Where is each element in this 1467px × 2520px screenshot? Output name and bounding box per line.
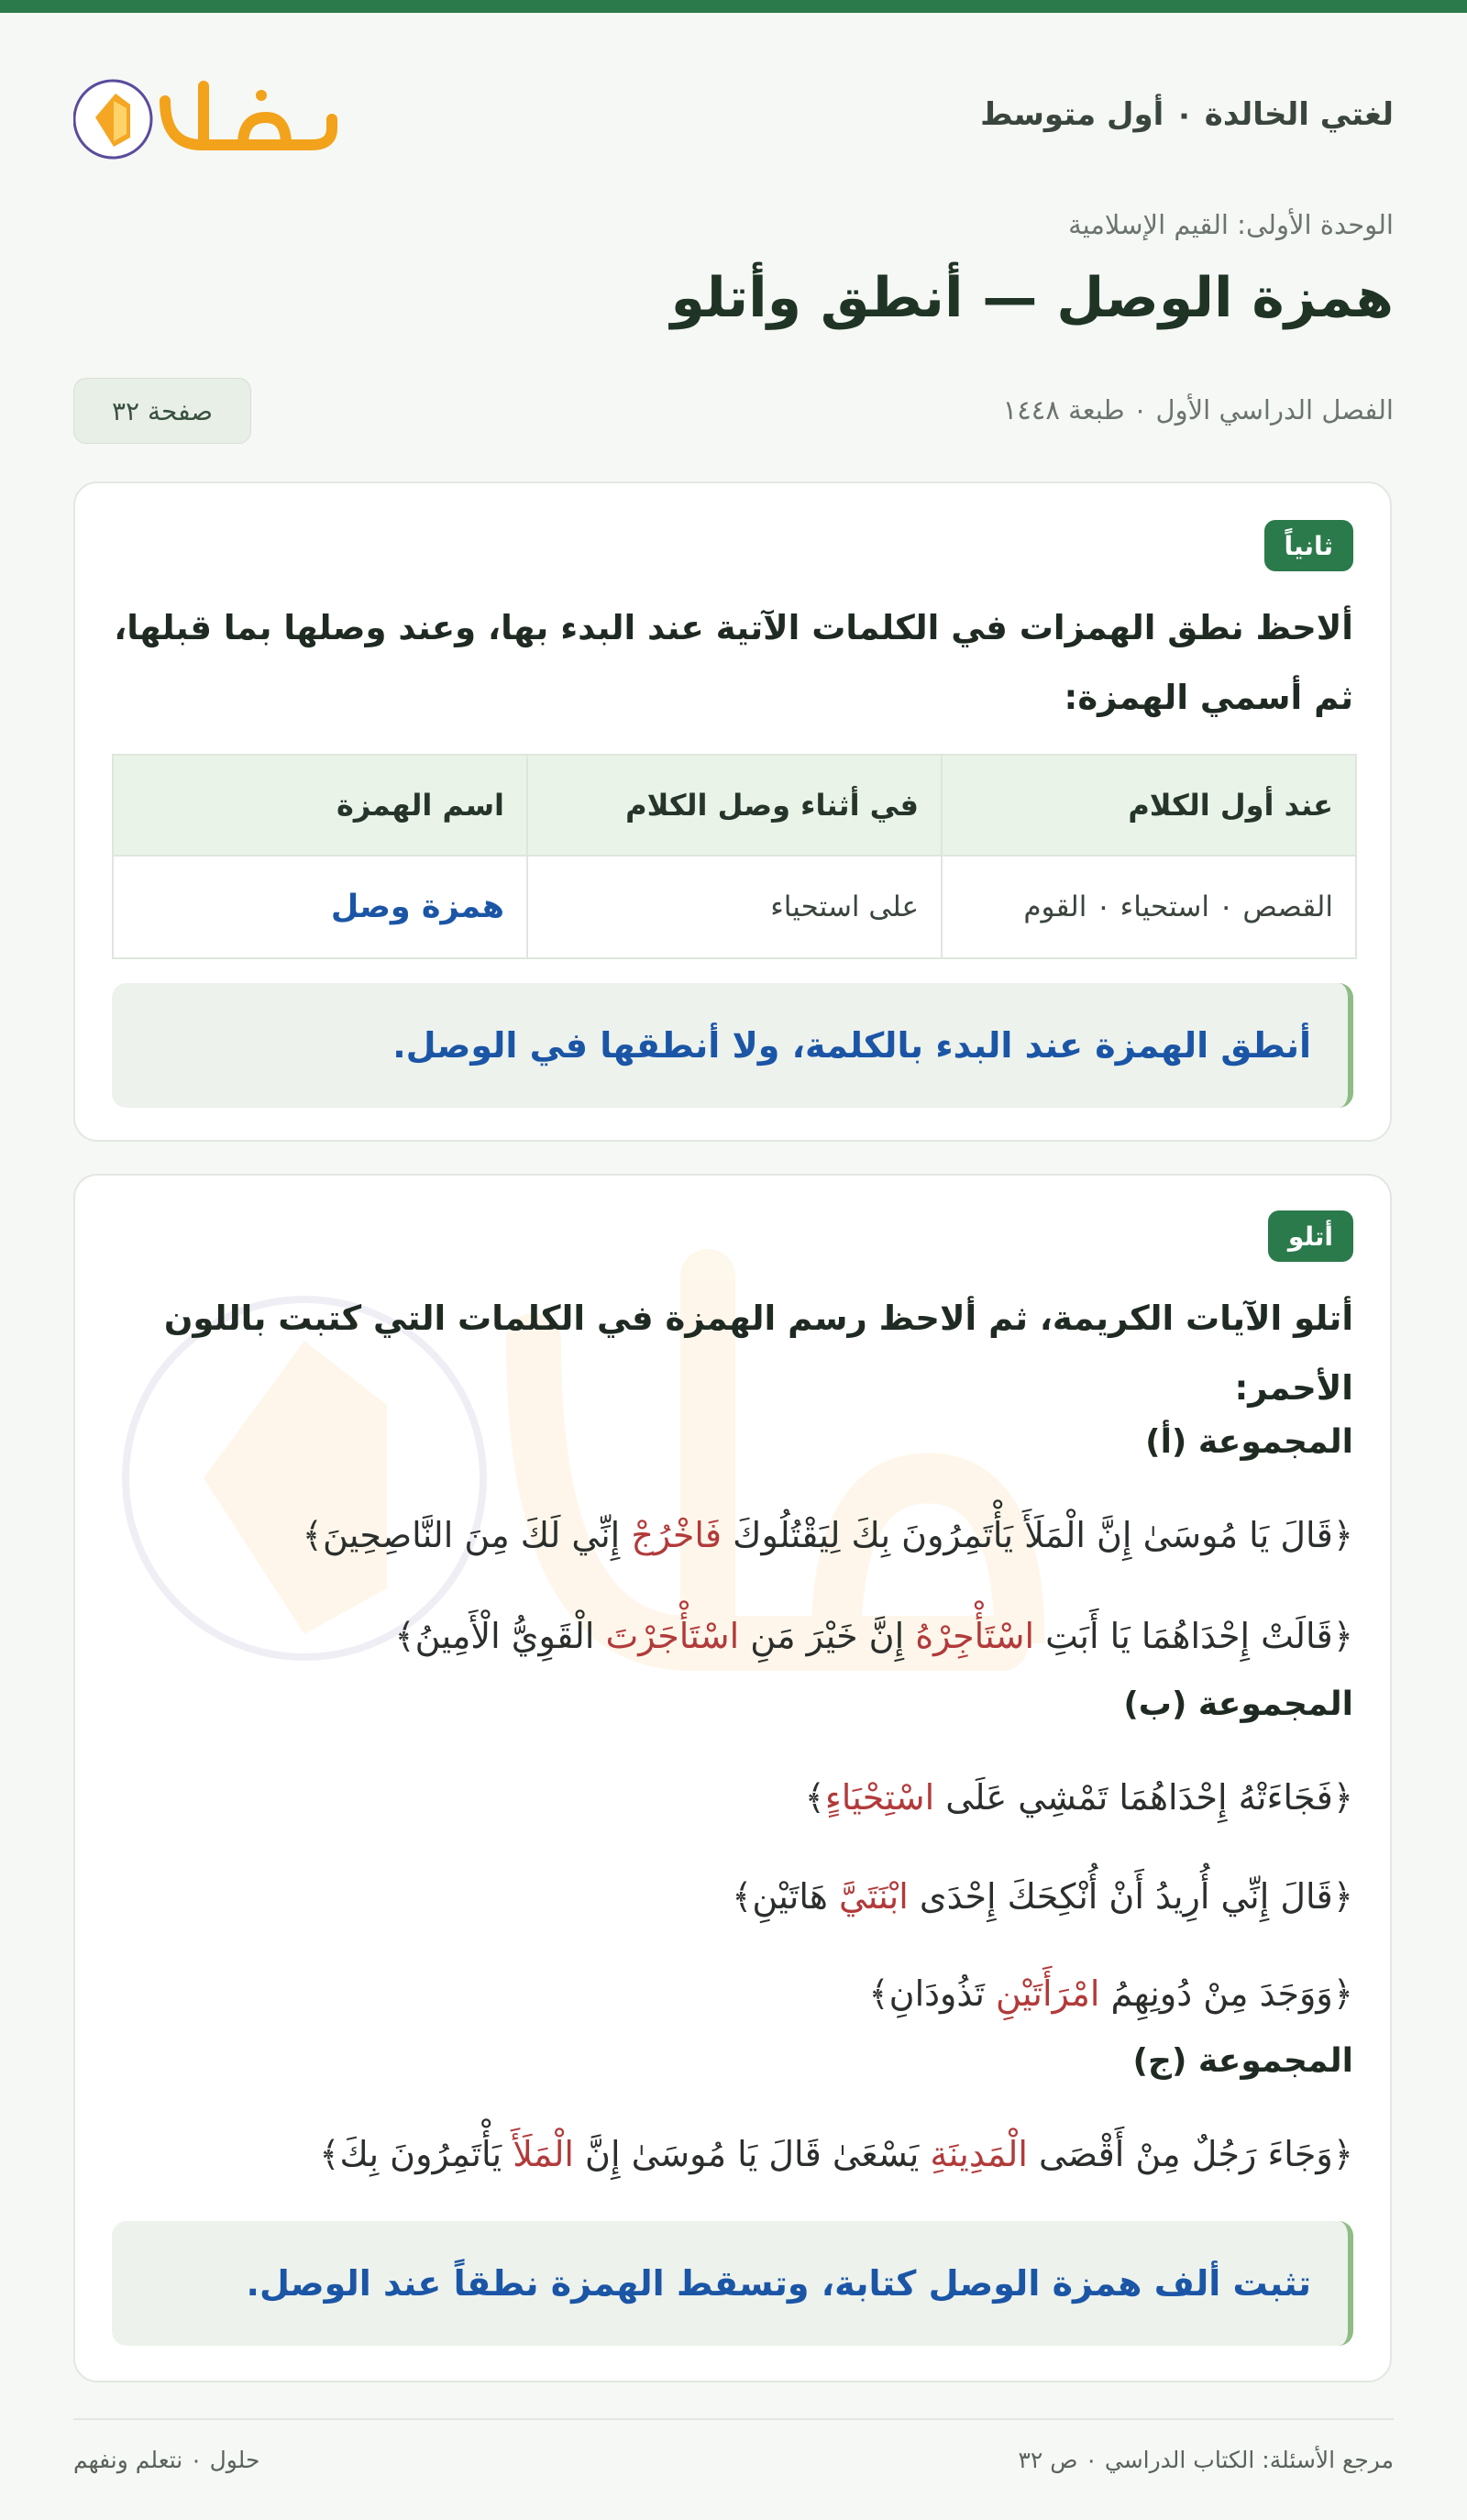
verse: ﴿فَجَاءَتْهُ إِحْدَاهُمَا تَمْشِي عَلَى اسْتِحْيَاءٍ﴾ [804,1777,1353,1818]
rule-note-text: تثبت ألف همزة الوصل كتابة، وتسقط الهمزة نطقاً عند الوصل. [246,2263,1311,2304]
group-label: المجموعة (ب) [1123,1686,1353,1723]
page-badge: صفحة ٣٢ [73,378,251,444]
edition-label: الفصل الدراسي الأول ٠ طبعة ١٤٤٨ [1002,394,1394,426]
logo-icon [73,73,339,165]
top-accent-bar [0,0,1467,13]
page-header [73,55,1394,174]
section-instruction: أتلو الآيات الكريمة، ثم ألاحظ رسم الهمزة في الكلمات التي كتبت باللون الأحمر: [163,1299,1353,1408]
group-label: المجموعة (أ) [1145,1423,1353,1461]
verse: ﴿قَالَ إِنِّي أُرِيدُ أَنْ أُنْكِحَكَ إِحْدَى ابْنَتَيَّ هَاتَيْنِ﴾ [732,1876,1353,1917]
hamza-table [112,754,1357,959]
highlighted-word: امْرَأَتَيْنِ [996,1973,1100,2014]
verse: ﴿وَوَجَدَ مِنْ دُونِهِمُ امْرَأَتَيْنِ تَذُودَانِ﴾ [868,1973,1353,2014]
table-row [113,856,1356,958]
group-label: المجموعة (ج) [1132,2042,1353,2080]
section-tag: أتلو [1268,1210,1353,1262]
highlighted-word: اسْتَأْجَرْتَ [605,1616,740,1656]
footer-divider [73,2418,1394,2420]
lesson-title: همزة الوصل — أنطق وأتلو [670,266,1394,330]
hamza-name-answer: همزة وصل [113,856,527,958]
verse: ﴿قَالَ يَا مُوسَىٰ إِنَّ الْمَلَأَ يَأْتَمِرُونَ بِكَ لِيَقْتُلُوكَ فَاخْرُجْ إِنِّي لَكَ مِنَ النَّاصِحِينَ﴾ [302,1515,1353,1555]
recite-card [73,1174,1392,2382]
verse: ﴿قَالَتْ إِحْدَاهُمَا يَا أَبَتِ اسْتَأْجِرْهُ إِنَّ خَيْرَ مَنِ اسْتَأْجَرْتَ الْقَوِيُّ الْأَمِينُ﴾ [394,1616,1353,1656]
series-title: لغتي الخالدة ٠ أول متوسط [980,96,1394,133]
footer-reference: مرجع الأسئلة: الكتاب الدراسي ٠ ص ٣٢ [1018,2447,1394,2473]
table-cell: القصص ٠ استحياء ٠ القوم [942,856,1356,958]
hulul-logo[interactable] [73,73,339,165]
observe-card [73,481,1392,1142]
table-cell: على استحياء [527,856,942,958]
highlighted-word: اسْتِحْيَاءٍ [824,1777,935,1818]
footer-brand[interactable]: حلول ٠ نتعلم ونفهم [73,2447,260,2473]
table-header: عند أول الكلام [942,755,1356,856]
unit-label: الوحدة الأولى: القيم الإسلامية [1068,209,1394,240]
verse: ﴿وَجَاءَ رَجُلٌ مِنْ أَقْصَى الْمَدِينَةِ يَسْعَىٰ قَالَ يَا مُوسَىٰ إِنَّ الْمَلَأَ يَأْتَمِرُونَ بِكَ﴾ [319,2134,1353,2174]
rule-note [112,2221,1353,2346]
table-header: اسم الهمزة [113,755,527,856]
highlighted-word: الْمَدِينَةِ [930,2134,1028,2174]
table-header: في أثناء وصل الكلام [527,755,942,856]
rule-note [112,983,1353,1108]
highlighted-word: الْمَلَأَ [513,2134,574,2174]
section-instruction: ألاحظ نطق الهمزات في الكلمات الآتية عند البدء بها، وعند وصلها بما قبلها، ثم أسمي الهمزة: [114,608,1353,717]
highlighted-word: فَاخْرُجْ [631,1515,722,1555]
rule-note-text: أنطق الهمزة عند البدء بالكلمة، ولا أنطقها في الوصل. [392,1025,1311,1066]
highlighted-word: اسْتَأْجِرْهُ [915,1616,1035,1656]
highlighted-word: ابْنَتَيَّ [839,1876,909,1917]
section-tag: ثانياً [1264,520,1353,571]
